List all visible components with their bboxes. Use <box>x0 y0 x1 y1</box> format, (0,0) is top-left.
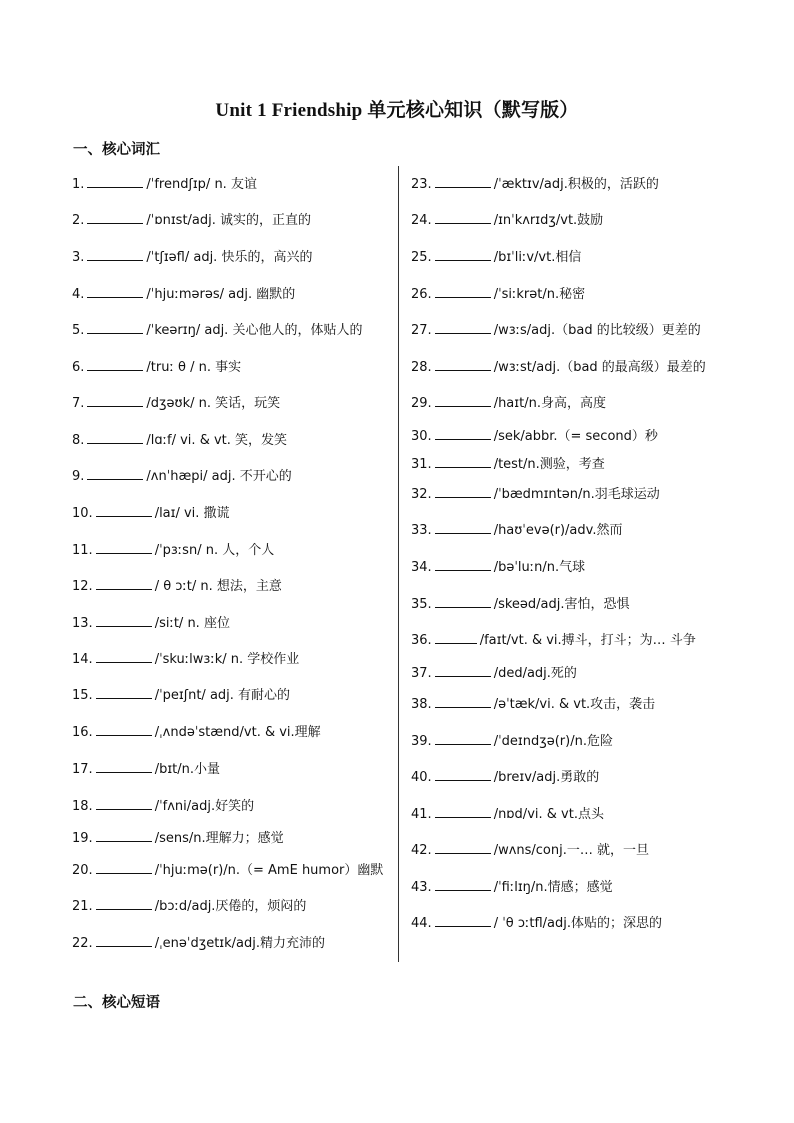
item-number: 6. <box>72 360 85 375</box>
vocab-item <box>72 356 241 375</box>
item-definition: /ʌnˈhæpi/ adj. 不开心的 <box>146 469 292 484</box>
vocab-item <box>411 730 613 749</box>
vocab-item <box>411 246 581 265</box>
vocab-item <box>72 758 220 777</box>
item-number: 36. <box>411 633 432 648</box>
item-number: 14. <box>72 652 93 667</box>
answer-blank[interactable] <box>96 798 152 810</box>
vocab-item <box>411 629 696 648</box>
answer-blank[interactable] <box>435 212 491 224</box>
answer-blank[interactable] <box>435 456 491 468</box>
item-number: 22. <box>72 936 93 951</box>
answer-blank[interactable] <box>435 769 491 781</box>
vocab-item <box>411 319 701 338</box>
answer-blank[interactable] <box>435 665 491 677</box>
vocab-item <box>72 283 295 302</box>
answer-blank[interactable] <box>87 468 143 480</box>
item-definition: /haɪt/n.身高，高度 <box>493 396 606 411</box>
item-definition: /ˈskuːlwɜːk/ n. 学校作业 <box>154 652 300 667</box>
vocab-item <box>411 912 662 931</box>
answer-blank[interactable] <box>435 632 477 644</box>
item-number: 37. <box>411 666 432 681</box>
vocab-item <box>72 795 254 814</box>
item-definition: /ˈpeɪʃnt/ adj. 有耐心的 <box>154 688 291 703</box>
item-number: 21. <box>72 899 93 914</box>
answer-blank[interactable] <box>96 862 152 874</box>
answer-blank[interactable] <box>87 432 143 444</box>
item-number: 32. <box>411 487 432 502</box>
answer-blank[interactable] <box>96 761 152 773</box>
item-number: 17. <box>72 762 93 777</box>
item-definition: /skeəd/adj.害怕，恐惧 <box>493 597 630 612</box>
item-number: 40. <box>411 770 432 785</box>
item-number: 26. <box>411 287 432 302</box>
vocab-item <box>72 827 284 846</box>
vocab-item <box>411 556 585 575</box>
item-definition: /haʊˈevə(r)/adv.然而 <box>493 523 623 538</box>
vocab-item <box>72 895 306 914</box>
answer-blank[interactable] <box>435 322 491 334</box>
vocab-item <box>72 612 230 631</box>
item-definition: /ˈɒnɪst/adj. 诚实的，正直的 <box>146 213 312 228</box>
item-number: 2. <box>72 213 85 228</box>
answer-blank[interactable] <box>435 879 491 891</box>
item-definition: /ˈsiːkrət/n.秘密 <box>493 287 586 302</box>
item-definition: /lɑːf/ vi. & vt. 笑，发笑 <box>146 433 288 448</box>
item-definition: /bɔːd/adj.厌倦的，烦闷的 <box>154 899 307 914</box>
answer-blank[interactable] <box>435 915 491 927</box>
item-number: 15. <box>72 688 93 703</box>
answer-blank[interactable] <box>435 249 491 261</box>
column-divider <box>398 166 399 962</box>
item-definition: /ˈpɜːsn/ n. 人，个人 <box>154 543 275 558</box>
page-title: Unit 1 Friendship 单元核心知识（默写版） <box>215 100 579 121</box>
item-definition: /nɒd/vi. & vt.点头 <box>493 807 604 822</box>
answer-blank[interactable] <box>96 935 152 947</box>
item-definition: /sek/abbr.（= second）秒 <box>493 429 658 444</box>
item-definition: /bɪt/n.小量 <box>154 762 220 777</box>
vocab-item <box>411 483 660 502</box>
vocab-item <box>411 425 658 444</box>
answer-blank[interactable] <box>96 505 152 517</box>
item-number: 27. <box>411 323 432 338</box>
item-number: 35. <box>411 597 432 612</box>
vocab-item <box>72 721 321 740</box>
answer-blank[interactable] <box>435 176 491 188</box>
vocab-item <box>72 932 325 951</box>
answer-blank[interactable] <box>435 522 491 534</box>
item-definition: /bəˈluːn/n.气球 <box>493 560 586 575</box>
item-definition: /laɪ/ vi. 撒谎 <box>154 506 230 521</box>
item-definition: /truː θ / n. 事实 <box>146 360 242 375</box>
item-definition: /əˈtæk/vi. & vt.攻击，袭击 <box>493 697 656 712</box>
vocab-item <box>72 173 257 192</box>
vocab-item <box>411 356 706 375</box>
item-number: 42. <box>411 843 432 858</box>
item-number: 25. <box>411 250 432 265</box>
item-definition: /breɪv/adj.勇敢的 <box>493 770 600 785</box>
item-number: 16. <box>72 725 93 740</box>
item-definition: /ˈdeɪndʒə(r)/n.危险 <box>493 734 613 749</box>
item-number: 43. <box>411 880 432 895</box>
answer-blank[interactable] <box>96 724 152 736</box>
item-number: 8. <box>72 433 85 448</box>
vocab-item <box>72 859 383 878</box>
answer-blank[interactable] <box>87 395 143 407</box>
vocab-item <box>72 539 274 558</box>
vocab-item <box>411 693 655 712</box>
item-number: 24. <box>411 213 432 228</box>
answer-blank[interactable] <box>96 830 152 842</box>
item-definition: /ˈhjuːmərəs/ adj. 幽默的 <box>146 287 296 302</box>
answer-blank[interactable] <box>96 898 152 910</box>
item-definition: /ˈfiːlɪŋ/n.情感；感觉 <box>493 880 613 895</box>
vocab-item <box>72 465 292 484</box>
item-definition: /ˌʌndəˈstænd/vt. & vi.理解 <box>154 725 321 740</box>
item-definition: /siːt/ n. 座位 <box>154 616 230 631</box>
item-definition: /ded/adj.死的 <box>493 666 577 681</box>
vocab-item <box>72 319 362 338</box>
vocab-item <box>411 876 613 895</box>
answer-blank[interactable] <box>435 286 491 298</box>
item-definition: /ˈæktɪv/adj.积极的，活跃的 <box>493 177 659 192</box>
item-number: 20. <box>72 863 93 878</box>
item-number: 5. <box>72 323 85 338</box>
answer-blank[interactable] <box>435 395 491 407</box>
vocab-item <box>72 575 282 594</box>
answer-blank[interactable] <box>435 733 491 745</box>
answer-blank[interactable] <box>435 359 491 371</box>
answer-blank[interactable] <box>87 212 143 224</box>
item-definition: /ˈkeərɪŋ/ adj. 关心他人的，体贴人的 <box>146 323 363 338</box>
item-definition: /ˌenəˈdʒetɪk/adj.精力充沛的 <box>154 936 326 951</box>
answer-blank[interactable] <box>96 615 152 627</box>
item-number: 1. <box>72 177 85 192</box>
item-number: 29. <box>411 396 432 411</box>
vocab-item <box>411 766 599 785</box>
vocab-item <box>411 593 630 612</box>
answer-blank[interactable] <box>435 806 491 818</box>
item-number: 39. <box>411 734 432 749</box>
item-number: 10. <box>72 506 93 521</box>
vocab-item <box>411 283 585 302</box>
vocab-item <box>411 173 659 192</box>
section-heading-phrases: 二、核心短语 <box>73 995 160 1011</box>
vocab-item <box>72 502 230 521</box>
vocab-item <box>411 392 606 411</box>
vocab-item <box>72 429 287 448</box>
item-number: 28. <box>411 360 432 375</box>
answer-blank[interactable] <box>96 542 152 554</box>
item-definition: /ˈbædmɪntən/n.羽毛球运动 <box>493 487 660 502</box>
vocab-item <box>72 209 311 228</box>
item-definition: /bɪˈliːv/vt.相信 <box>493 250 582 265</box>
item-definition: /dʒəʊk/ n. 笑话，玩笑 <box>146 396 281 411</box>
item-definition: /ˈfʌni/adj.好笑的 <box>154 799 255 814</box>
vocab-item <box>72 684 290 703</box>
item-number: 11. <box>72 543 93 558</box>
vocab-item <box>72 246 312 265</box>
item-definition: /ɪnˈkʌrɪdʒ/vt.鼓励 <box>493 213 604 228</box>
answer-blank[interactable] <box>435 428 491 440</box>
item-definition: /ˈtʃɪəfl/ adj. 快乐的，高兴的 <box>146 250 313 265</box>
item-number: 38. <box>411 697 432 712</box>
item-definition: /wɜːst/adj.（bad 的最高级）最差的 <box>493 360 706 375</box>
vocab-item <box>72 392 280 411</box>
vocab-item <box>411 803 604 822</box>
item-definition: / θ ɔːt/ n. 想法，主意 <box>154 579 282 594</box>
answer-blank[interactable] <box>96 651 152 663</box>
item-number: 31. <box>411 457 432 472</box>
answer-blank[interactable] <box>87 322 143 334</box>
item-definition: /sens/n.理解力；感觉 <box>154 831 284 846</box>
item-definition: /ˈfrendʃɪp/ n. 友谊 <box>146 177 257 192</box>
answer-blank[interactable] <box>435 596 491 608</box>
answer-blank[interactable] <box>96 578 152 590</box>
answer-blank[interactable] <box>87 176 143 188</box>
item-definition: /wʌns/conj.一… 就，一旦 <box>493 843 650 858</box>
item-number: 44. <box>411 916 432 931</box>
vocab-item <box>411 519 622 538</box>
item-number: 33. <box>411 523 432 538</box>
item-number: 3. <box>72 250 85 265</box>
item-number: 41. <box>411 807 432 822</box>
item-definition: /ˈhjuːmə(r)/n.（= AmE humor）幽默 <box>154 863 384 878</box>
answer-blank[interactable] <box>435 559 491 571</box>
item-number: 12. <box>72 579 93 594</box>
item-definition: /wɜːs/adj.（bad 的比较级）更差的 <box>493 323 701 338</box>
vocab-item <box>411 453 605 472</box>
section-heading-vocabulary: 一、核心词汇 <box>73 142 160 158</box>
vocab-item <box>411 662 577 681</box>
item-definition: / ˈθ ɔːtfl/adj.体贴的；深思的 <box>493 916 663 931</box>
item-number: 19. <box>72 831 93 846</box>
answer-blank[interactable] <box>87 249 143 261</box>
item-definition: /faɪt/vt. & vi.搏斗，打斗；为… 斗争 <box>479 633 696 648</box>
item-number: 30. <box>411 429 432 444</box>
vocab-item <box>411 839 649 858</box>
item-number: 18. <box>72 799 93 814</box>
vocab-item <box>72 648 299 667</box>
item-number: 13. <box>72 616 93 631</box>
item-definition: /test/n.测验，考查 <box>493 457 605 472</box>
answer-blank[interactable] <box>435 842 491 854</box>
vocab-item <box>411 209 603 228</box>
item-number: 4. <box>72 287 85 302</box>
item-number: 9. <box>72 469 85 484</box>
answer-blank[interactable] <box>87 286 143 298</box>
answer-blank[interactable] <box>87 359 143 371</box>
item-number: 23. <box>411 177 432 192</box>
answer-blank[interactable] <box>435 486 491 498</box>
answer-blank[interactable] <box>435 696 491 708</box>
answer-blank[interactable] <box>96 687 152 699</box>
item-number: 34. <box>411 560 432 575</box>
item-number: 7. <box>72 396 85 411</box>
